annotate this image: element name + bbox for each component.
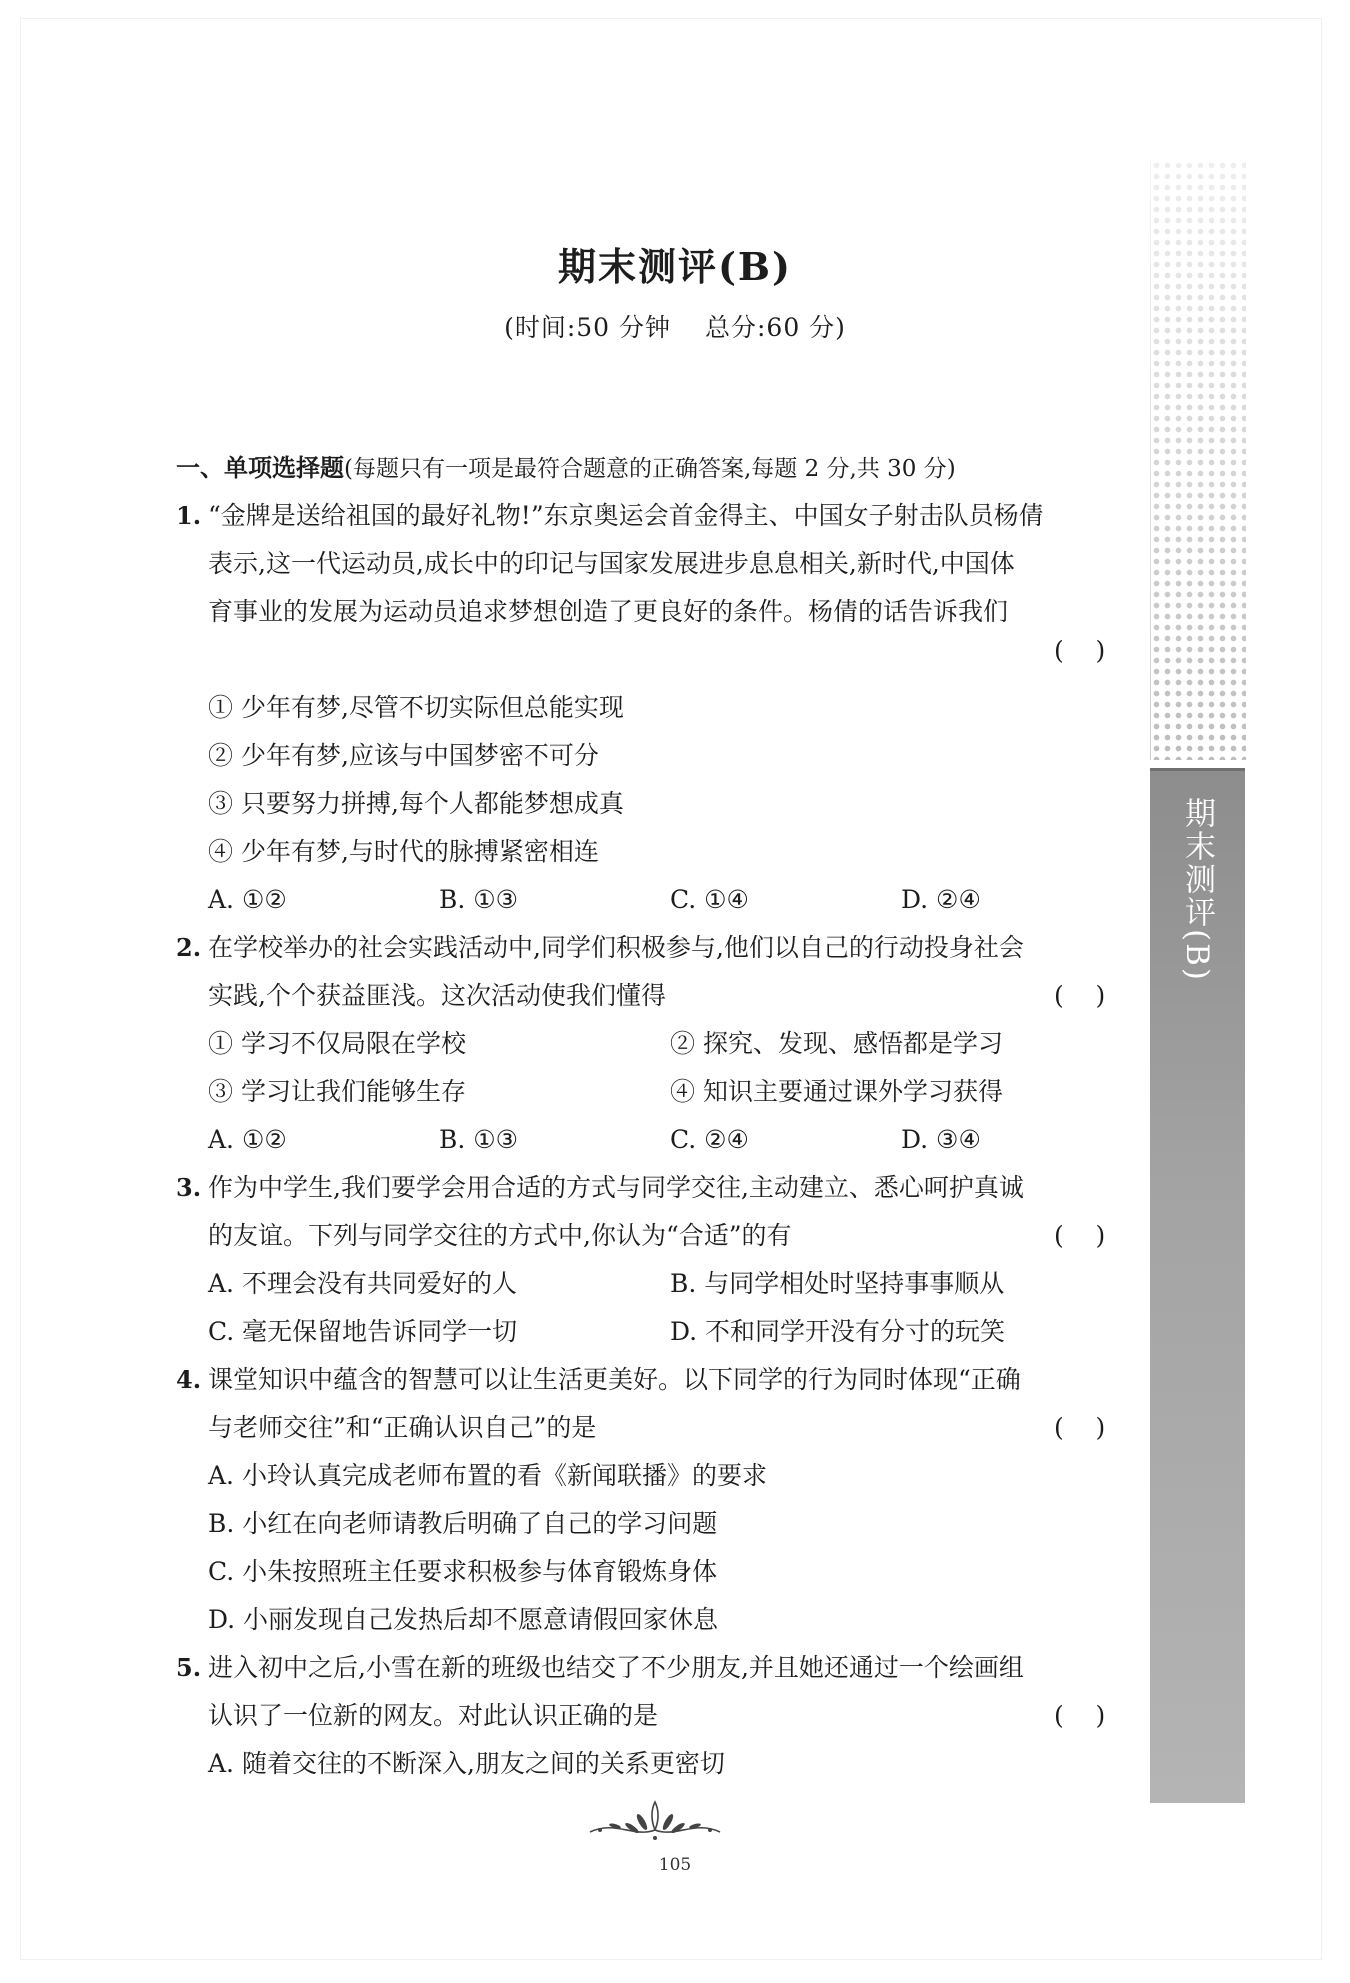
choice-a: A. 不理会没有共同爱好的人 [208, 1269, 517, 1298]
side-tab-band [1150, 768, 1245, 1803]
question-text-line: 课堂知识中蕴含的智慧可以让生活更美好。以下同学的行为同时体现“正确 [208, 1365, 1021, 1394]
statement: ② 少年有梦,应该与中国梦密不可分 [208, 741, 599, 770]
choice-d: D. 小丽发现自己发热后却不愿意请假回家休息 [208, 1605, 719, 1634]
question-text: 实践,个个获益匪浅。这次活动使我们懂得 [208, 981, 666, 1010]
answer-bracket: ( ) [1054, 1221, 1106, 1250]
question-1 [176, 492, 1132, 924]
choice-c: C. ②④ [670, 1125, 749, 1154]
statement: ④ 知识主要通过课外学习获得 [670, 1077, 1003, 1106]
question-text-line: 进入初中之后,小雪在新的班级也结交了不少朋友,并且她还通过一个绘画组 [208, 1653, 1024, 1682]
question-5 [176, 1644, 1132, 1788]
answer-bracket: ( ) [1054, 1701, 1106, 1730]
choices-row [208, 1116, 1132, 1164]
question-text-line [208, 1404, 1132, 1452]
side-tab [1150, 160, 1245, 1800]
question-text-line: 育事业的发展为运动员追求梦想创造了更良好的条件。杨倩的话告诉我们 [208, 597, 1009, 626]
statement: ② 探究、发现、感悟都是学习 [670, 1029, 1003, 1058]
choice-b: B. 小红在向老师请教后明确了自己的学习问题 [208, 1509, 718, 1538]
floral-ornament-icon [580, 1800, 730, 1846]
statements-row [208, 1020, 1132, 1068]
answer-bracket-row [208, 636, 1132, 684]
question-number: 4. [176, 1365, 202, 1394]
choice-a: A. 随着交往的不断深入,朋友之间的关系更密切 [208, 1749, 725, 1778]
question-text-line [208, 972, 1132, 1020]
page-number: 105 [658, 1855, 692, 1875]
exam-info [0, 308, 1350, 344]
question-text: 的友谊。下列与同学交往的方式中,你认为“合适”的有 [208, 1221, 792, 1250]
statement: ③ 只要努力拼搏,每个人都能梦想成真 [208, 789, 624, 818]
question-4 [176, 1356, 1132, 1644]
choice-a: A. ①② [208, 1125, 287, 1154]
question-number: 1. [176, 501, 202, 530]
question-number: 2. [176, 933, 202, 962]
choices-row [208, 876, 1132, 924]
question-3 [176, 1164, 1132, 1356]
question-text-line: 表示,这一代运动员,成长中的印记与国家发展进步息息相关,新时代,中国体 [208, 549, 1015, 578]
side-tab-label: 期末测评(B) [1179, 797, 1215, 982]
question-text-line [208, 1692, 1132, 1740]
answer-bracket: ( ) [1054, 1413, 1106, 1442]
choice-a: A. ①② [208, 885, 287, 914]
choice-c: C. 小朱按照班主任要求积极参与体育锻炼身体 [208, 1557, 718, 1586]
question-text-line: 作为中学生,我们要学会用合适的方式与同学交往,主动建立、悉心呵护真诚 [208, 1173, 1024, 1202]
choice-d: D. ②④ [901, 885, 981, 914]
page-title: 期末测评(B) [557, 244, 793, 289]
statement: ③ 学习让我们能够生存 [208, 1077, 466, 1106]
question-text: 认识了一位新的网友。对此认识正确的是 [208, 1701, 659, 1730]
choice-a: A. 小玲认真完成老师布置的看《新闻联播》的要求 [208, 1461, 767, 1490]
statement: ① 学习不仅局限在学校 [208, 1029, 466, 1058]
statement: ④ 少年有梦,与时代的脉搏紧密相连 [208, 837, 599, 866]
section-title: 一、单项选择题 [176, 454, 344, 482]
question-text-line: “金牌是送给祖国的最好礼物!”东京奥运会首金得主、中国女子射击队员杨倩 [208, 501, 1044, 530]
choice-c: C. ①④ [670, 885, 749, 914]
answer-bracket: ( ) [1054, 636, 1106, 665]
statement: ① 少年有梦,尽管不切实际但总能实现 [208, 693, 624, 722]
choice-d: D. ③④ [901, 1125, 981, 1154]
question-text: 与老师交往”和“正确认识自己”的是 [208, 1413, 597, 1442]
choice-c: C. 毫无保留地告诉同学一切 [208, 1317, 518, 1346]
question-text-line: 在学校举办的社会实践活动中,同学们积极参与,他们以自己的行动投身社会 [208, 933, 1024, 962]
answer-bracket: ( ) [1054, 981, 1106, 1010]
choices-row [208, 1260, 1132, 1308]
exam-total-score: 总分:60 分) [705, 313, 846, 342]
question-2 [176, 924, 1132, 1164]
exam-content [176, 444, 1132, 1788]
question-text-line [208, 1212, 1132, 1260]
section-heading [176, 444, 1132, 492]
question-number: 5. [176, 1653, 202, 1682]
choice-b: B. ①③ [439, 885, 519, 914]
choice-b: B. 与同学相处时坚持事事顺从 [670, 1269, 1005, 1298]
choices-row [208, 1308, 1132, 1356]
exam-time: (时间:50 分钟 [504, 313, 671, 342]
choice-d: D. 不和同学开没有分寸的玩笑 [670, 1317, 1006, 1346]
question-number: 3. [176, 1173, 202, 1202]
statements-row [208, 1068, 1132, 1116]
section-instructions: (每题只有一项是最符合题意的正确答案,每题 2 分,共 30 分) [344, 456, 956, 482]
choice-b: B. ①③ [439, 1125, 519, 1154]
